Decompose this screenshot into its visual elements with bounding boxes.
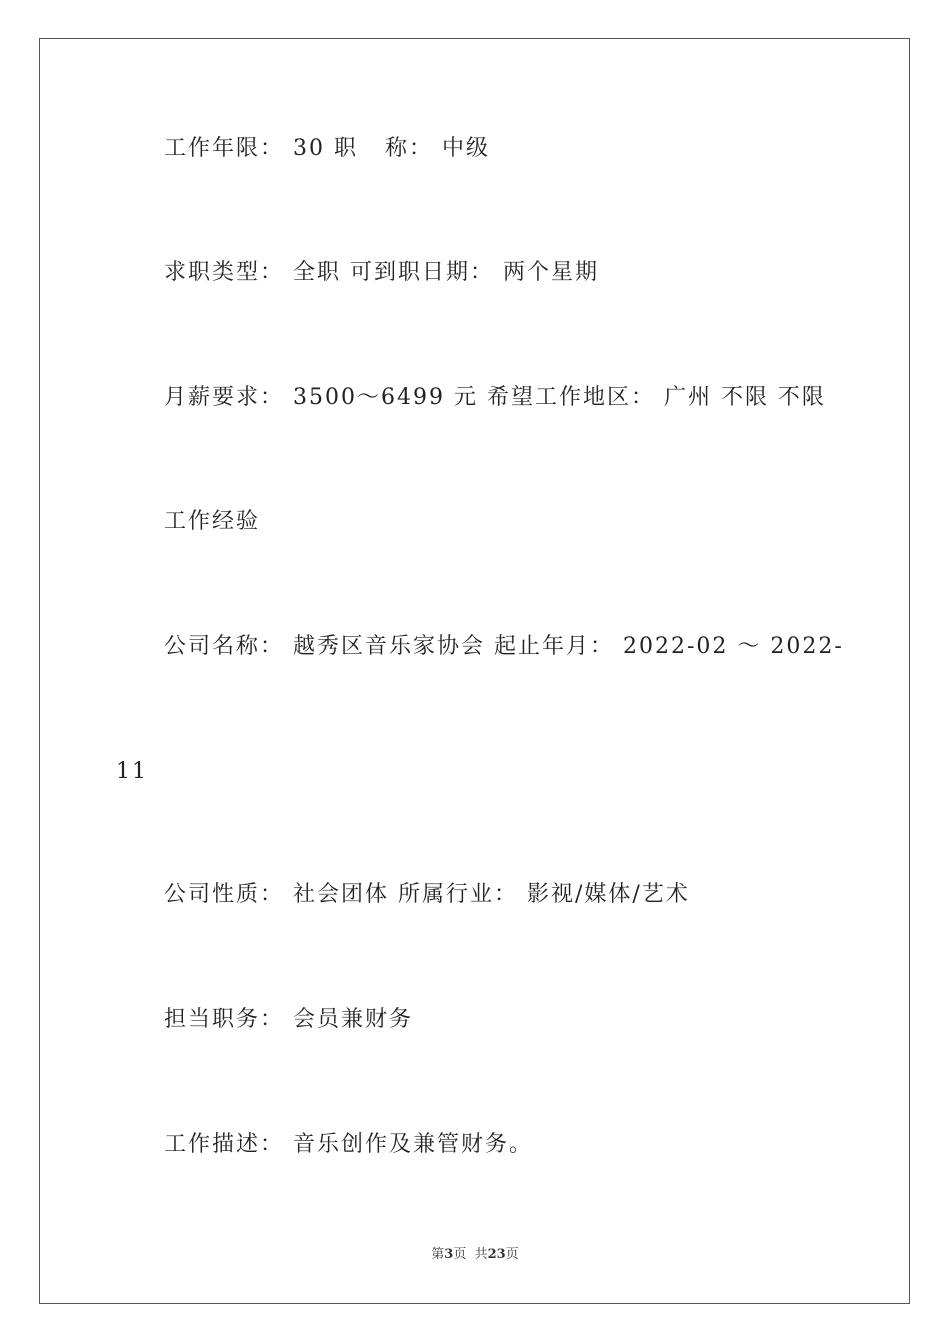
footer-total-pages: 23	[487, 1247, 506, 1262]
line-company-name-wrap: 11	[116, 759, 148, 784]
section-heading-work-experience: 工作经验	[164, 509, 261, 534]
page-border	[39, 38, 910, 1304]
footer-prefix: 第	[431, 1247, 445, 1262]
line-work-years: 工作年限： 30 职 称： 中级	[164, 136, 490, 161]
line-salary: 月薪要求： 3500～6499 元 希望工作地区： 广州 不限 不限	[164, 385, 826, 410]
line-job-type: 求职类型： 全职 可到职日期： 两个星期	[164, 260, 599, 285]
footer-suffix: 页	[505, 1247, 519, 1262]
footer-mid: 页 共	[453, 1247, 488, 1262]
line-job-description: 工作描述： 音乐创作及兼管财务。	[164, 1132, 533, 1157]
line-position: 担当职务： 会员兼财务	[164, 1007, 413, 1032]
page-footer	[0, 1246, 950, 1264]
footer-page-number: 3	[444, 1247, 454, 1262]
line-company-type: 公司性质： 社会团体 所属行业： 影视/媒体/艺术	[164, 882, 690, 907]
line-company-name: 公司名称： 越秀区音乐家协会 起止年月： 2022-02 ～ 2022-	[164, 634, 844, 659]
